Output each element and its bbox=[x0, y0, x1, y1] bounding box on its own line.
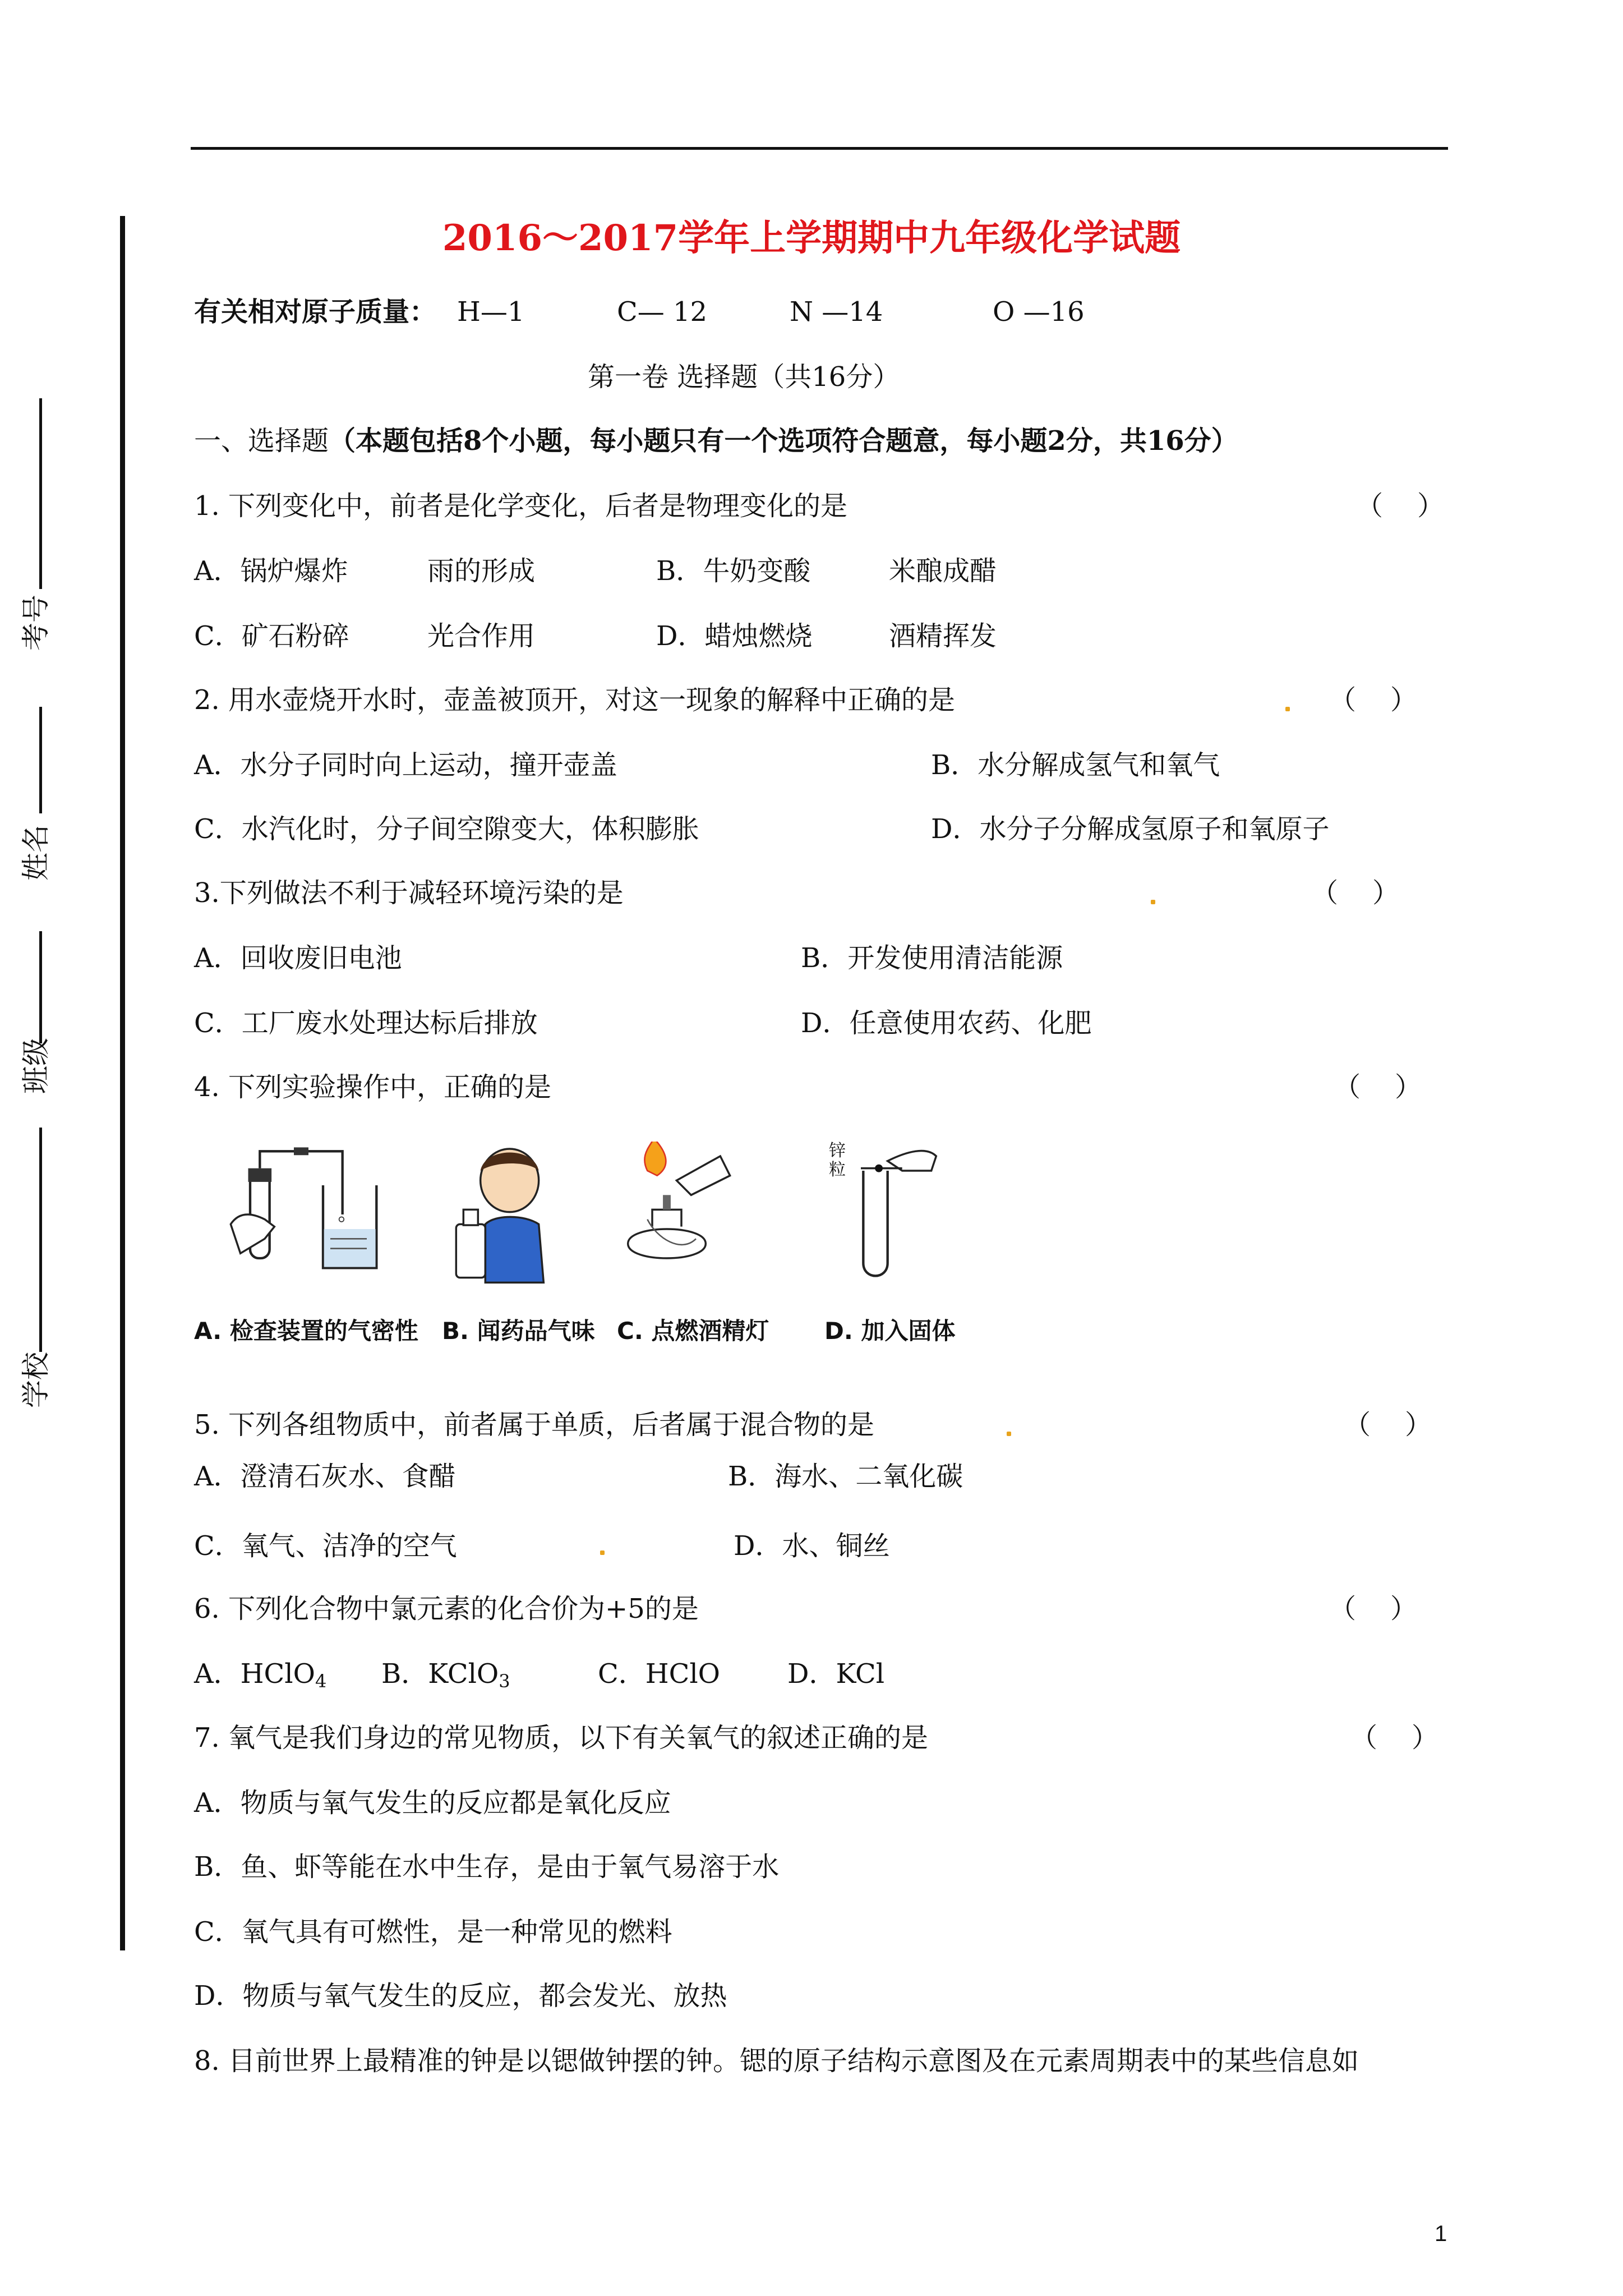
q1-option-b: B．牛奶变酸 bbox=[656, 555, 811, 587]
class-label: 班级 bbox=[20, 1038, 52, 1094]
q6-answer-paren: （ ） bbox=[1329, 1593, 1418, 1625]
q1-option-d: D．蜡烛燃烧 bbox=[656, 620, 813, 652]
q8-stem: 8. 目前世界上最精准的钟是以锶做钟摆的钟。锶的原子结构示意图及在元素周期表中的某些信息如 bbox=[194, 2045, 1359, 2077]
q1-option-a-second: 雨的形成 bbox=[427, 555, 536, 587]
q6-stem: 6. 下列化合物中氯元素的化合价为+5的是 bbox=[194, 1593, 699, 1625]
name-line bbox=[39, 707, 42, 813]
atomic-mass-prefix: 有关相对原子质量： bbox=[194, 296, 437, 328]
q1-option-c-second: 光合作用 bbox=[427, 620, 536, 652]
q4-option-d: D. 加入固体 bbox=[824, 1317, 956, 1345]
q1-option-a: A．锅炉爆炸 bbox=[194, 555, 348, 587]
school-line bbox=[39, 1128, 42, 1352]
q3-answer-paren: （ ） bbox=[1311, 877, 1400, 909]
section-label: 一、选择题 bbox=[194, 425, 329, 457]
q6-option-a-text: A．HClO bbox=[194, 1658, 315, 1690]
q6-option-d: D．KCl bbox=[787, 1658, 885, 1690]
atomic-mass-o: O —16 bbox=[993, 296, 1085, 328]
class-line bbox=[39, 931, 42, 1043]
q7-option-c: C．氧气具有可燃性，是一种常见的燃料 bbox=[194, 1916, 672, 1948]
airtightness-check-figure bbox=[196, 1142, 421, 1287]
atomic-mass-c: C— 12 bbox=[617, 296, 708, 328]
header-rule bbox=[191, 147, 1448, 150]
q6-option-a-subscript: 4 bbox=[315, 1671, 327, 1692]
q7-option-d: D．物质与氧气发生的反应，都会发光、放热 bbox=[194, 1980, 727, 2012]
page-title: 2016～2017学年上学期期中九年级化学试题 bbox=[442, 217, 1181, 259]
lighting-alcohol-lamp-figure bbox=[608, 1142, 754, 1287]
scan-mark bbox=[1007, 1432, 1011, 1436]
section-heading bbox=[194, 423, 1238, 459]
q6-option-b-text: B．KClO bbox=[381, 1658, 499, 1690]
section-detail: （本题包括8个小题，每小题只有一个选项符合题意，每小题2分，共16分） bbox=[329, 425, 1238, 457]
binding-margin-bar bbox=[120, 216, 125, 1950]
scan-mark bbox=[600, 1550, 605, 1555]
q5-option-b: B．海水、二氧化碳 bbox=[728, 1461, 963, 1492]
q3-stem: 3.下列做法不利于减轻环境污染的是 bbox=[194, 877, 624, 909]
q3-option-a: A．回收废旧电池 bbox=[194, 942, 402, 974]
q6-option-a bbox=[194, 1656, 326, 1699]
q3-option-c: C．工厂废水处理达标后排放 bbox=[194, 1007, 538, 1039]
q2-answer-paren: （ ） bbox=[1329, 684, 1418, 716]
q2-option-c: C．水汽化时，分子间空隙变大，体积膨胀 bbox=[194, 813, 699, 845]
q5-option-a: A．澄清石灰水、食醋 bbox=[194, 1461, 456, 1492]
scan-mark bbox=[1151, 900, 1155, 904]
q5-option-d: D．水、铜丝 bbox=[734, 1530, 890, 1562]
q3-option-d: D．任意使用农药、化肥 bbox=[801, 1007, 1092, 1039]
q4-stem: 4. 下列实验操作中，正确的是 bbox=[194, 1071, 552, 1103]
atomic-mass-n: N —14 bbox=[790, 296, 883, 328]
q4-option-b: B. 闻药品气味 bbox=[442, 1317, 595, 1345]
school-label: 学校 bbox=[20, 1352, 52, 1408]
q6-option-b bbox=[381, 1656, 510, 1699]
page-number: 1 bbox=[1435, 2221, 1447, 2246]
smelling-reagent-figure bbox=[443, 1142, 566, 1287]
exam-no-line bbox=[39, 398, 42, 589]
q6-option-b-subscript: 3 bbox=[499, 1671, 510, 1692]
atomic-mass-h: H—1 bbox=[457, 296, 525, 328]
zinc-label: 锌粒 bbox=[829, 1141, 846, 1180]
q1-stem: 1. 下列变化中，前者是化学变化，后者是物理变化的是 bbox=[194, 490, 848, 522]
q3-option-b: B．开发使用清洁能源 bbox=[801, 942, 1063, 974]
scan-mark bbox=[1285, 707, 1290, 711]
q4-option-a: A. 检查装置的气密性 bbox=[194, 1317, 418, 1345]
q2-stem: 2. 用水壶烧开水时，壶盖被顶开，对这一现象的解释中正确的是 bbox=[194, 684, 956, 716]
volume-heading: 第一卷 选择题（共16分） bbox=[588, 361, 900, 393]
q5-answer-paren: （ ） bbox=[1344, 1409, 1432, 1441]
q1-option-b-second: 米酿成醋 bbox=[889, 555, 997, 587]
q1-answer-paren: （ ） bbox=[1356, 490, 1445, 522]
q2-option-d: D．水分子分解成氢原子和氧原子 bbox=[931, 813, 1330, 845]
exam-no-label: 考号 bbox=[20, 595, 52, 651]
q2-option-a: A．水分子同时向上运动，撞开壶盖 bbox=[194, 749, 617, 781]
name-label: 姓名 bbox=[20, 825, 52, 881]
q4-option-c: C. 点燃酒精灯 bbox=[617, 1317, 769, 1345]
q7-option-b: B．鱼、虾等能在水中生存，是由于氧气易溶于水 bbox=[194, 1851, 780, 1883]
q7-option-a: A．物质与氧气发生的反应都是氧化反应 bbox=[194, 1787, 671, 1819]
q1-option-d-second: 酒精挥发 bbox=[889, 620, 997, 652]
q7-answer-paren: （ ） bbox=[1350, 1722, 1439, 1754]
q2-option-b: B．水分解成氢气和氧气 bbox=[931, 749, 1220, 781]
q5-option-c: C．氧气、洁净的空气 bbox=[194, 1530, 457, 1562]
q7-stem: 7. 氧气是我们身边的常见物质，以下有关氧气的叙述正确的是 bbox=[194, 1722, 929, 1754]
q1-option-c: C．矿石粉碎 bbox=[194, 620, 349, 652]
q5-stem: 5. 下列各组物质中，前者属于单质，后者属于混合物的是 bbox=[194, 1409, 875, 1441]
q6-option-c: C．HClO bbox=[598, 1658, 721, 1690]
q4-answer-paren: （ ） bbox=[1334, 1071, 1422, 1103]
